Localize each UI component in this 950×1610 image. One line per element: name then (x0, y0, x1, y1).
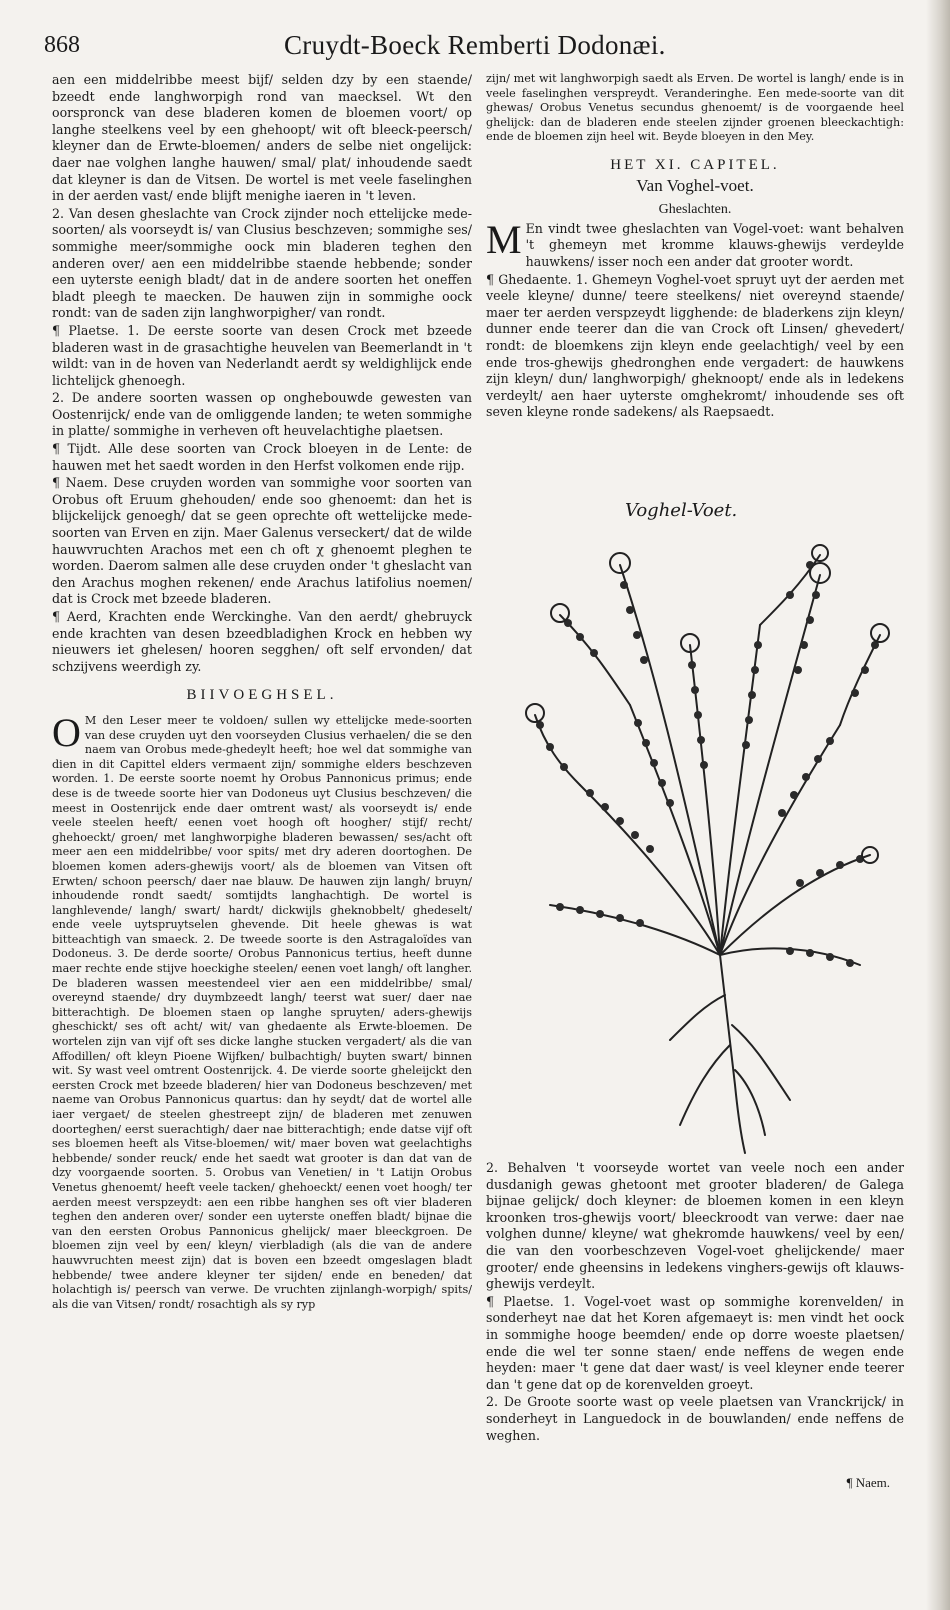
paragraph: 2. De andere soorten wassen op onghebouwde gewesten van Oostenrijck/ ende van de omliggende landen; te weten sommighe in platte/ sommighe in verheven oft heuvelachtighe plaetsen. (52, 390, 472, 439)
running-title: Cruydt-Boeck Remberti Dodonæi. (284, 30, 666, 60)
paragraph: ¶ Aerd, Krachten ende Werckinghe. Van den aerdt/ ghebruyck ende krachten van desen bzeedbladighen Krock en hebben wy nieuwers iet ghelesen/ hooren segghen/ oft self ervonden/ dat schzijvens weerdigh zy. (52, 609, 472, 674)
paragraph: 2. De Groote soorte wast op veele plaetsen van Vranckrijck/ in sonderheyt in Languedock in de bouwlanden/ ende neffens de weghen. (486, 1394, 904, 1443)
right-column-top (486, 72, 904, 512)
page-number: 868 (44, 32, 80, 58)
kinds-text: En vindt twee gheslachten van Vogel-voet: want behalven 't ghemeyn met kromme klauws-ghewijs verdeylde hauwkens/ isser noch een ander dat grooter wordt. (525, 220, 904, 269)
drop-cap: O (52, 709, 81, 755)
figure-caption: Voghel-Voet. (625, 500, 738, 521)
paragraph: 2. Van desen gheslachte van Crock zijnder noch ettelijcke mede-soorten/ als voorseydt is/ van Clusius beschzeven; sommighe ses/ sommighe meer/sommighe oock min bladeren teghen den anderen over/ aen een middelribbe staende hebbende; sonder een uyterste eenigh bladt/ dat in de andere soorten het oneffen bladt pleegh te maecken. De hauwen zijn in sommighe oock rondt: van de saden zijn langhworpigher/ van rondt. (52, 205, 472, 321)
paragraph: ¶ Plaetse. 1. Vogel-voet wast op sommighe korenvelden/ in sonderheyt nae dat het Koren afgemaeyt is: men vindt het oock in sommighe hooge beemden/ ende op dorre woeste plaetsen/ ende die wel ter sonne staen/ ende neffens de wegen ende heyden: maer 't gene dat daer wast/ is veel kleyner ende teerer dan 't gene dat op de korenvelden groeyt. (486, 1293, 904, 1392)
left-column (52, 72, 472, 1502)
paragraph: ¶ Naem. Dese cruyden worden van sommighe voor soorten van Orobus oft Eruum ghehouden/ ende soo ghenoemt: dan het is blijckelijck genoegh/ dat se geen oprechte oft wettelijcke mede-soorten van Erven en zijn. Maer Galenus verseckert/ dat de wilde hauwvruchten Arachos met een ch oft χ ghenoemt pleghen te worden. Daerom salmen alle dese cruyden onder 't gheslacht van den Arachus moghen rekenen/ ende Arachus latifolius noemen/ dat is Crock met bzeede bladeren. (52, 475, 472, 607)
kinds-paragraph (486, 216, 904, 271)
paragraph: aen een middelribbe meest bijf/ selden dzy by een staende/ bzeedt ende langhworpigh rond van maecksel. Wt den oorspronck van dese bladeren komen de bloemen voort/ op langhe steelkens veel by een ghehoopt/ wit oft bleeck-peersch/ kleyner dan de Erwte-bloemen/ anders de selbe niet ongelijck: daer nae volghen langhe hauwen/ smal/ plat/ inhoudende saedt dat kleyner is dan de Vitsen. De wortel is met veele faselinghen in der aerden vast/ ende blijft menighe iaeren in 't leven. (52, 72, 472, 204)
appendix-text (52, 709, 472, 1312)
catchword: ¶ Naem. (846, 1475, 890, 1490)
paragraph: ¶ Tijdt. Alle dese soorten van Crock bloeyen in de Lente: de hauwen met het saedt worden in den Herfst volkomen ende rijp. (52, 441, 472, 473)
paragraph: ¶ Ghedaente. 1. Ghemeyn Voghel-voet spruyt uyt der aerden met veele kleyne/ dunne/ teere steelkens/ niet overeynd staende/ maer ter aerden verspzeydt ligghende: de bladerkens zijn kleyn/ dunner ende teerer dan die van Crock oft Linsen/ ghevedert/ rondt: de bloemkens zijn kleyn ende geelachtigh/ veel by een ende tros-ghewijs ghedronghen ende vergadert: de hauwkens zijn kleyn/ dun/ langhworpigh/ gheknoopt/ ende als in ledekens verdeylt/ aen haer uyterste omghekromt/ inhoudende ses oft seven kleyne ronde sadekens/ als Raepsaedt. (486, 271, 904, 420)
right-column-bottom (486, 1160, 904, 1460)
paragraph: zijn/ met wit langhworpigh saedt als Erven. De wortel is langh/ ende is in veele faselinghen verspreydt. Veranderinghe. Een mede-soorte van dit ghewas/ Orobus Venetus secundus ghenoemt/ is de voorgaende heel ghelijck: dan de bladeren ende steelen zijnder groenen bleeckachtigh: ende de bloemen zijn heel wit. Beyde bloeyen in den Mey. (486, 72, 904, 144)
chapter-heading: HET XI. CAPITEL. (610, 156, 780, 173)
appendix-heading: BIIVOEGHSEL. (186, 687, 338, 704)
appendix-body: M den Leser meer te voldoen/ sullen wy ettelijcke mede-soorten van dese cruyden uyt den voorseyden Clusius verhaelen/ die se den naem van Orobus mede-ghedeylt heeft; hoe wel dat sommighe van dien in dit Capittel elders vermaent zijn/ sommighe elders beschzeven worden. 1. De eerste soorte noemt hy Orobus Pannonicus primus; ende dese is de tweede soorte hier van Dodoneus uyt Clusius beschzeven/ die meest in Oostenrijck ende daer omtrent wast/ als voorseydt is/ ende veele steelen heeft/ eenen voet hoogh oft hoogher/ stijf/ recht/ ghehoeckt/ groen/ met langhworpighe bladeren bewassen/ ses/acht oft meer aen een middelribbe/ voor spits/ met dry aderen doortoghen. De bloemen komen aders-ghewijs voort/ als de bloemen van Vitsen oft Erwten/ schoon peersch/ daer nae blauw. De hauwen zijn langh/ bruyn/ inhoudende rondt saedt/ somtijdts langhachtigh. De wortel is langhlevende/ langh/ swart/ hardt/ dickwijls gheknobbelt/ ghedeselt/ ende veele uytspruytselen ghevende. Dit heele ghewas is wat bitteachtigh van smaeck. 2. De tweede soorte is den Astragaloïdes van Dodoneus. 3. De derde soorte/ Orobus Pannonicus tertius, heeft dunne maer rechte ende stijve hoeckighe steelen/ eenen voet langh/ oft langher. De bladeren wassen meestendeel vier aen een middelribbe/ smal/ overeynd staende/ dry duymbzeedt langh/ teerst wat suer/ daer nae bitterachtigh. De bloemen staen op langhe spruyten/ aders-ghewijs gheschickt/ ses oft acht/ wit/ van ghedaente als Erwte-bloemen. De wortelen zijn van vijf oft ses dicke langhe stucken vergadert/ als die van Affodillen/ oft kleyn Pioene Wijfken/ bulbachtigh/ buyten swart/ binnen wit. Sy wast veel omtrent Oostenrijck. 4. De vierde soorte gheleijckt den eersten Crock met bzeede bladeren/ hier van Dodoneus beschzeven/ met naeme van Orobus Pannonicus quartus: dan hy seydt/ dat de wortel alle iaer vergaet/ de steelen ghestreept zijn/ de bladeren met zenuwen doorteghen/ eerst suerachtigh/ daer nae bitterachtigh; ende datse vijf oft ses bloemen heeft als Vitse-bloemen/ wit/ maer boven wat geelachtighs hebbende/ sonder reuck/ ende het saedt wat grooter is dan dat van de dzy voorgaende soorten. 5. Orobus van Venetien/ in 't Latijn Orobus Venetus ghenoemt/ heeft veele tacken/ ghehoeckt/ eenen voet hoogh/ ter aerden meest verspzeydt: aen een ribbe hanghen ses oft vier bladeren teghen den anderen over/ sonder een uyterste oneffen bladt/ bijnae die van den eersten Orobus Pannonicus ghelijck/ maer bleeckgroen. De bloemen zijn veel by een/ kleyn/ vierbladigh (als die van de andere hauwvruchten meest zijn) dat is boven een bzeedt omgeslagen bladt hebbende/ twee andere kleyner ter sijden/ ende en beneden/ dat holachtigh is/ peersch van verwe. De vruchten zijnlangh-worpigh/ spits/ als die van Vitsen/ rondt/ rosachtigh als sy ryp (52, 713, 472, 1311)
section-subhead: Gheslachten. (658, 202, 732, 218)
paragraph: ¶ Plaetse. 1. De eerste soorte van desen Crock met bzeede bladeren wast in de grasachtighe heuvelen van Beemerlandt in 't wildt: van in de hoven van Nederlandt aerdt sy weldighlijck ende lichtelijck ghenoegh. (52, 322, 472, 388)
plant-woodcut-illustration (520, 525, 900, 1155)
drop-cap: M (486, 216, 522, 262)
page-header (44, 30, 904, 66)
page-edge-shadow (926, 0, 950, 1610)
chapter-subtitle: Van Voghel-voet. (636, 175, 754, 195)
paragraph: 2. Behalven 't voorseyde wortet van veele noch een ander dusdanigh gewas ghetoont met grooter bladeren/ de Galega bijnae gelijck/ doch kleyner: de bloemen komen in een kleyn kroonken tros-ghewijs voort/ bleeckroodt van verwe: daer nae volghen dunne/ kleyne/ wat ghekromde hauwkens/ veel by een/ die van den voorbeschzeven Vogel-voet ghelijckende/ maer grooter/ ende gheensins in ledekens vinghers-gewijs oft klauws-ghewijs verdeylt. (486, 1160, 904, 1292)
